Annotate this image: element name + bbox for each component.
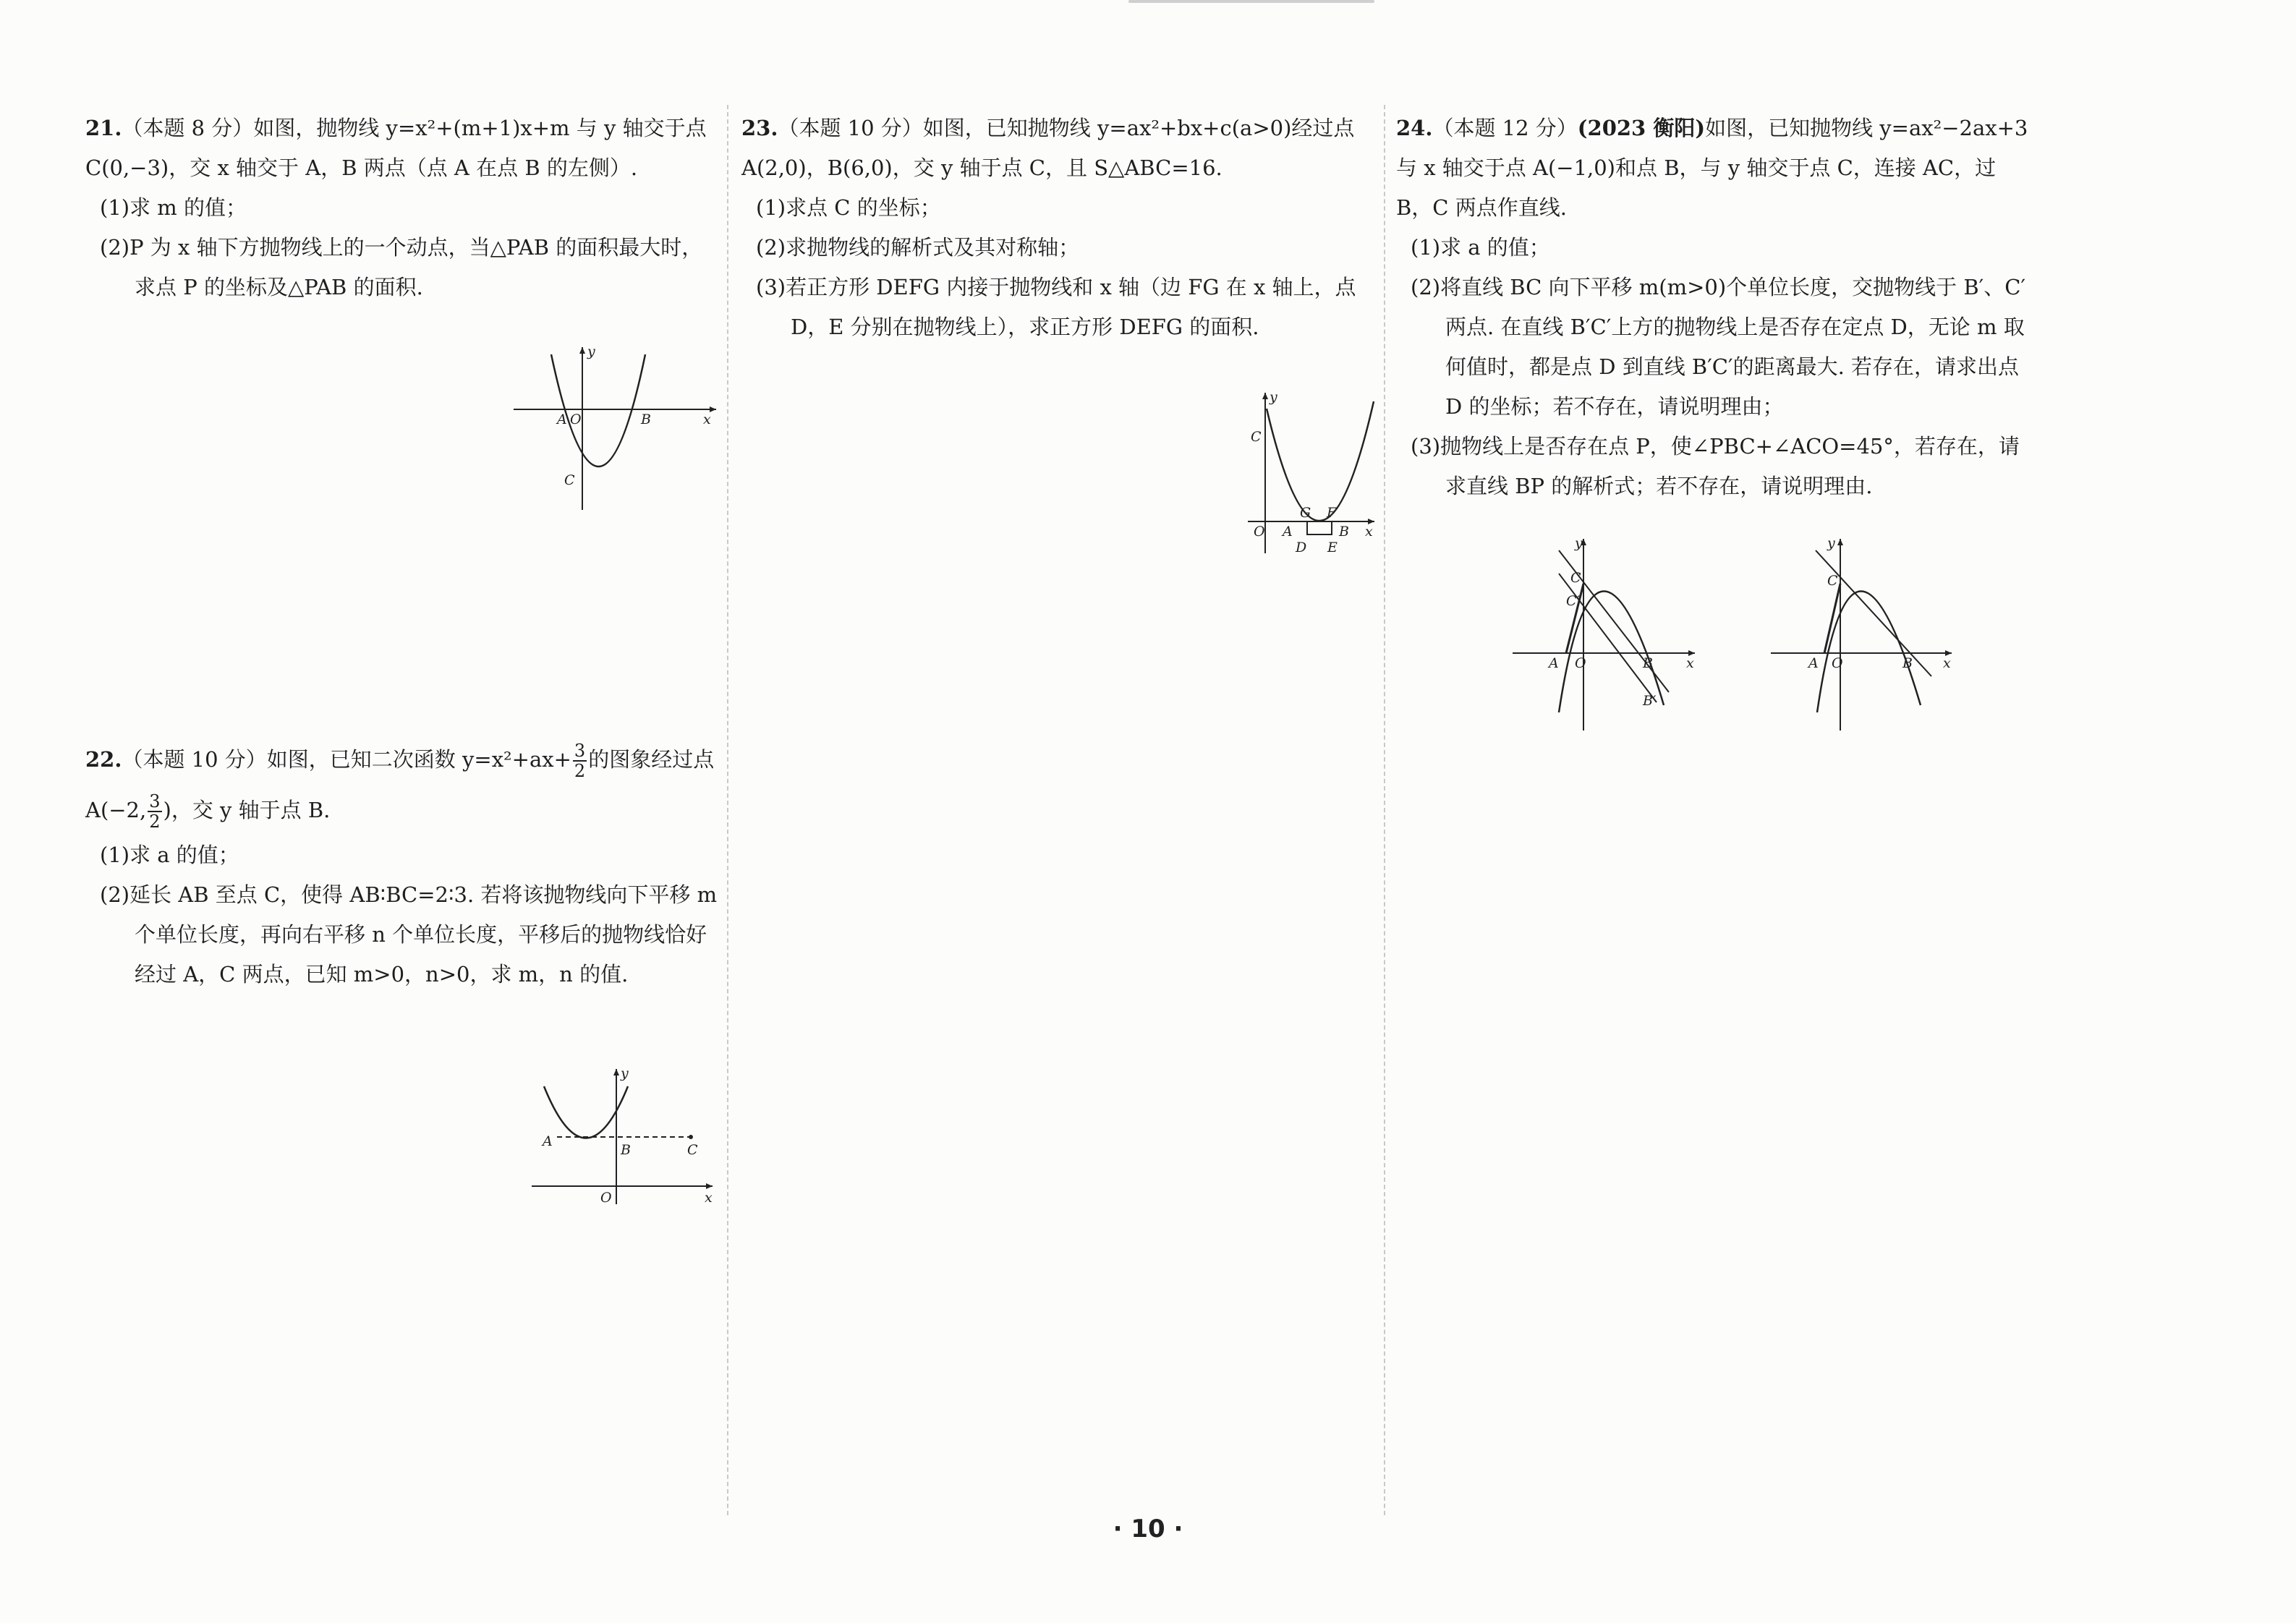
sub-question: (2)P 为 x 轴下方抛物线上的一个动点，当△PAB 的面积最大时，求点 P 的坐标及△PAB 的面积. (100, 235, 703, 299)
fraction: $\frac{3}{2}$ (149, 791, 161, 832)
figure-22 (528, 1063, 723, 1208)
point-label-B-prime: B′ (1643, 693, 1657, 709)
problem-number: 23. (741, 116, 778, 140)
figure-24a (1508, 532, 1704, 734)
point-label-A: A (1283, 524, 1293, 540)
axis-label-y: y (1270, 389, 1277, 405)
page-number: · 10 · (1113, 1515, 1183, 1543)
point-label-O: O (600, 1190, 612, 1206)
sub-question: (1)求 m 的值； (100, 195, 247, 220)
problem-number: 22. (85, 747, 122, 772)
point-label-C: C (1827, 573, 1838, 589)
point-label-A: A (557, 412, 567, 427)
point-label-B: B (1902, 655, 1913, 671)
problem-24 (1396, 108, 2033, 506)
fraction: $\frac{3}{2}$ (574, 741, 586, 781)
axis-label-y: y (621, 1065, 629, 1081)
axis-label-x: x (705, 1190, 713, 1206)
column-middle (741, 108, 1378, 347)
figure-24b (1765, 532, 1960, 734)
axis-label-y: y (1827, 535, 1835, 551)
sub-question: (1)求 a 的值； (1411, 235, 1550, 260)
source-tag: (2023 衡阳) (1577, 116, 1706, 140)
point-label-A: A (543, 1133, 553, 1149)
point-label-A: A (1549, 655, 1559, 671)
problem-stem: （本题 10 分）如图，已知抛物线 y=ax²+bx+c(a>0)经过点 A(2,0)，B(6,0)，交 y 轴于点 C，且 S△ABC=16. (741, 116, 1355, 180)
sub-question: (1)求点 C 的坐标； (756, 195, 941, 220)
axis-label-x: x (1686, 655, 1694, 671)
problem-number: 21. (85, 116, 122, 140)
axis-label-x: x (703, 412, 711, 427)
point-label-C: C (687, 1142, 698, 1158)
point-label-F: F (1327, 505, 1337, 521)
point-label-O: O (1254, 524, 1265, 540)
figure-21 (506, 340, 723, 514)
sub-question: (2)延长 AB 至点 C，使得 AB∶BC=2∶3. 若将该抛物线向下平移 m 个单位长度，再向右平移 n 个单位长度，平移后的抛物线恰好经过 A，C 两点，已知 m>0，n>0，求 m，n 的值. (100, 882, 718, 987)
point-label-C: C (564, 472, 575, 488)
point-label-B: B (641, 412, 651, 427)
point-label-C-prime: C′ (1566, 593, 1580, 609)
problem-stem-end: )，交 y 轴于点 B. (163, 798, 331, 822)
point-label-O: O (1832, 655, 1843, 671)
problem-22 (85, 734, 722, 994)
problem-stem: （本题 8 分）如图，抛物线 y=x²+(m+1)x+m 与 y 轴交于点 C(0,−3)，交 x 轴交于 A，B 两点（点 A 在点 B 的左侧）. (85, 116, 707, 180)
sub-question: (3)若正方形 DEFG 内接于抛物线和 x 轴（边 FG 在 x 轴上，点 D，E 分别在抛物线上），求正方形 DEFG 的面积. (756, 275, 1356, 339)
sub-question: (3)抛物线上是否存在点 P，使∠PBC+∠ACO=45°，若存在，请求直线 BP 的解析式；若不存在，请说明理由. (1411, 434, 2020, 498)
problem-23 (741, 108, 1378, 347)
column-divider (727, 105, 728, 1515)
axis-label-y: y (1575, 535, 1583, 551)
axis-label-x: x (1365, 524, 1373, 540)
column-left (85, 108, 722, 307)
sub-question: (2)求抛物线的解析式及其对称轴； (756, 235, 1080, 260)
sub-question: (2)将直线 BC 向下平移 m(m>0)个单位长度，交抛物线于 B′、C′两点. 在直线 B′C′上方的抛物线上是否存在定点 D，无论 m 取何值时，都是点 D 到直线 B′C′的距离最大. 若存在，请求出点 D 的坐标；若不存在，请说明理由； (1411, 275, 2026, 419)
point-label-B: B (1339, 524, 1349, 540)
problem-number: 24. (1396, 116, 1433, 140)
point-label-B: B (621, 1142, 631, 1158)
point-label-D: D (1296, 540, 1307, 555)
point-label-A: A (1808, 655, 1819, 671)
problem-stem-cont: 的图象经过点 A(−2, (85, 747, 715, 822)
point-label-O: O (570, 412, 582, 427)
problem-stem-cont: 如图，已知抛物线 y=ax²−2ax+3 与 x 轴交于点 A(−1,0)和点 B，与 y 轴交于点 C，连接 AC，过 B，C 两点作直线. (1396, 116, 2028, 220)
point-label-O: O (1575, 655, 1586, 671)
point-label-B: B (1643, 655, 1653, 671)
problem-21 (85, 108, 722, 307)
axis-label-y: y (587, 344, 595, 359)
point-label-E: E (1327, 540, 1338, 555)
problem-stem: （本题 10 分）如图，已知二次函数 y=x²+ax+ (122, 747, 571, 772)
scan-edge-mark (1128, 0, 1374, 3)
problem-stem: （本题 12 分） (1432, 116, 1578, 140)
point-label-C: C (1251, 429, 1262, 445)
axis-label-x: x (1943, 655, 1951, 671)
figure-23 (1241, 387, 1385, 568)
sub-question: (1)求 a 的值； (100, 843, 239, 867)
column-right (1396, 108, 2033, 506)
column-divider (1384, 105, 1385, 1515)
point-label-G: G (1300, 505, 1311, 521)
point-label-C: C (1570, 570, 1581, 586)
